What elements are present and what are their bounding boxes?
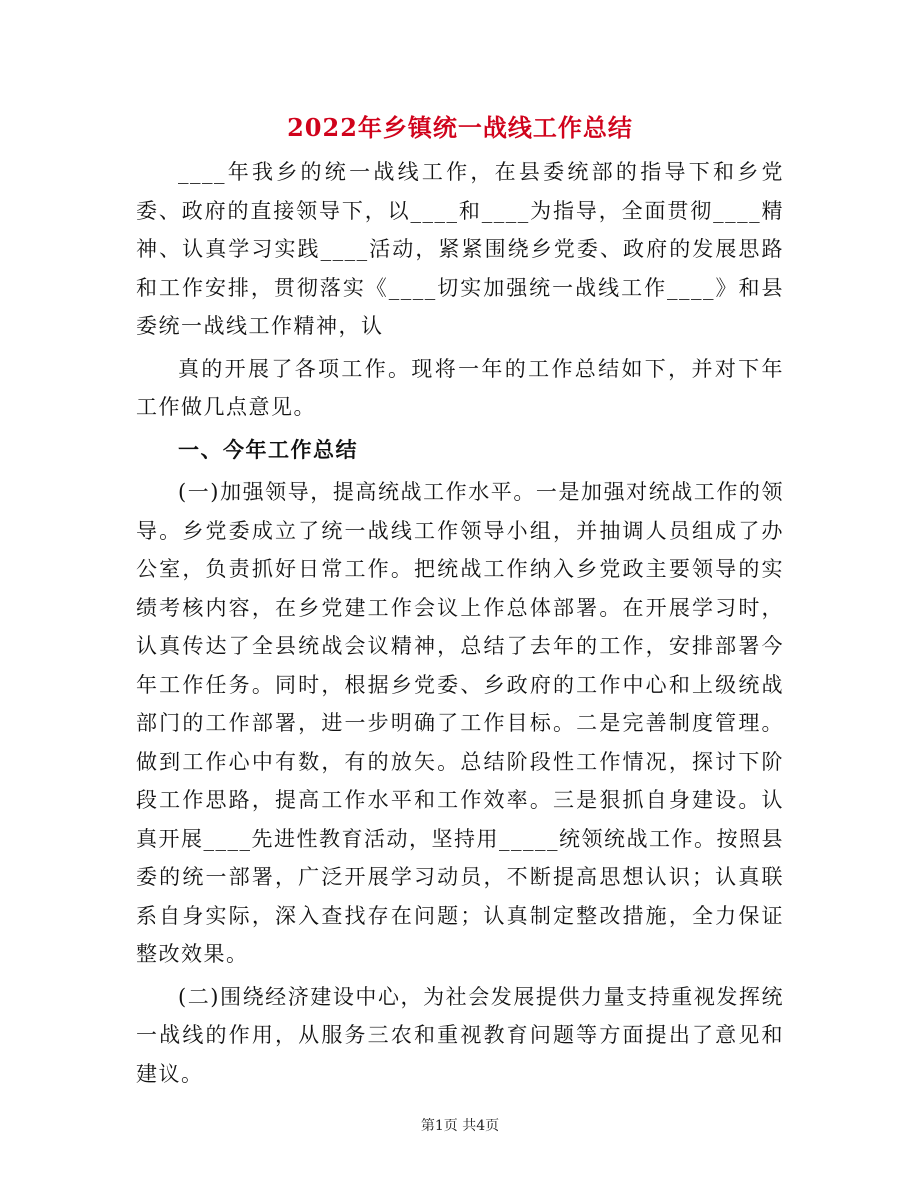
paragraph-intro-continued: 真的开展了各项工作。现将一年的工作总结如下，并对下年工作做几点意见。 [136,356,784,419]
document-title: 2022年乡镇统一战线工作总结 [287,113,633,142]
paragraph-section-two: (二)围绕经济建设中心，为社会发展提供力量支持重视发挥统一战线的作用，从服务三农和重视教育问题等方面提出了意见和建议。 [136,984,784,1086]
paragraph-intro: ____年我乡的统一战线工作，在县委统部的指导下和乡党委、政府的直接领导下，以____和____为指导，全面贯彻____精神、认真学习实践____活动，紧紧围绕乡党委、政府的发展思路和工作安排，贯彻落实《____切实加强统一战线工作____》和县委统一战线工作精神，认 [136,160,784,338]
section-heading: 一、今年工作总结 [178,436,358,462]
document-body [136,153,784,1093]
paragraph-section-one: (一)加强领导，提高统战工作水平。一是加强对统战工作的领导。乡党委成立了统一战线工作领导小组，并抽调人员组成了办公室，负责抓好日常工作。把统战工作纳入乡党政主要领导的实绩考核内容，在乡党建工作会议上作总体部署。在开展学习时，认真传达了全县统战会议精神，总结了去年的工作，安排部署今年工作任务。同时，根据乡党委、乡政府的工作中心和上级统战部门的工作部署，进一步明确了工作目标。二是完善制度管理。做到工作心中有数，有的放矢。总结阶段性工作情况，探讨下阶段工作思路，提高工作水平和工作效率。三是狠抓自身建设。认真开展____先进性教育活动，坚持用_____统领统战工作。按照县委的统一部署，广泛开展学习动员，不断提高思想认识；认真联系自身实际，深入查找存在问题；认真制定整改措施，全力保证整改效果。 [136,480,784,966]
page-number-footer: 第1页 共4页 [420,1118,500,1134]
